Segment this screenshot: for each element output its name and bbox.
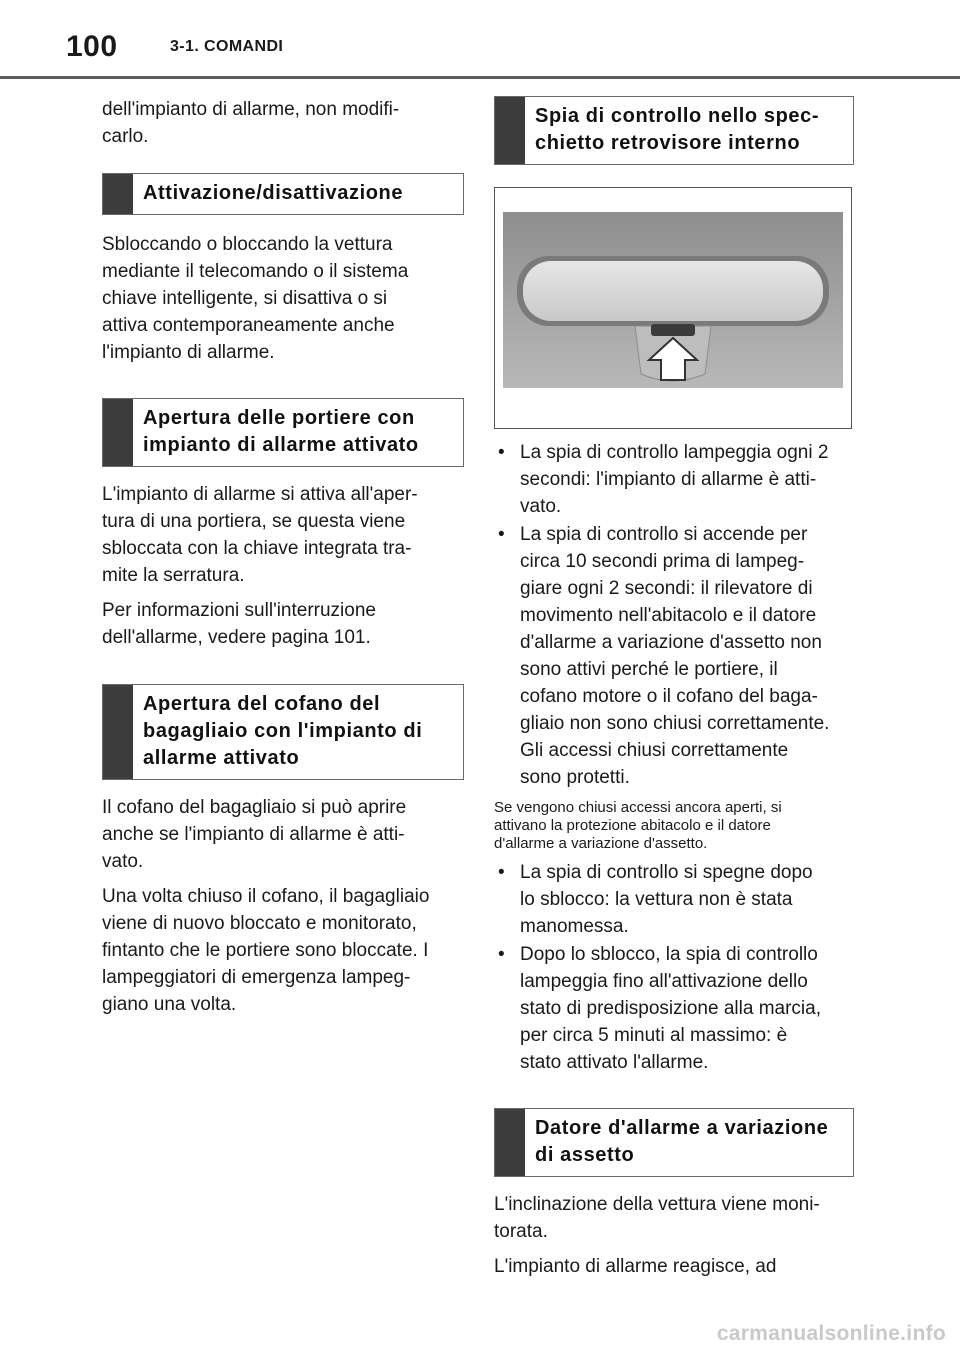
indicator-list-b: [494, 859, 854, 1076]
small-note: Se vengono chiusi accessi ancora aperti, si attivano la protezione abitacolo e il datore d'allarme a variazione d'assetto.: [494, 799, 782, 852]
header-divider: [0, 76, 960, 79]
paragraph-trunk-closed: Una volta chiuso il cofano, il bagagliaio viene di nuovo bloccato e monitorato, fintanto che le portiere sono bloccate. I lampeggiatori di emergenza lampeg- giano una volta.: [102, 886, 430, 1015]
heading-text: Attivazione/disattivazione: [143, 182, 404, 204]
heading-text: Apertura del cofano del bagagliaio con l'impianto di allarme attivato: [143, 693, 423, 769]
mirror-glass: [523, 261, 823, 321]
heading-bar: [103, 685, 133, 779]
paragraph-activation: Sbloccando o bloccando la vettura mediante il telecomando o il sistema chiave intelligente, si disattiva o si attiva contemporaneamente anche l'impianto di allarme.: [102, 234, 409, 363]
heading-bar: [495, 97, 525, 164]
right-column: [494, 96, 854, 1288]
watermark: carmanualsonline.info: [716, 1322, 946, 1345]
section-title: 3-1. COMANDI: [170, 38, 284, 55]
list-item: • La spia di controllo si spegne dopo lo sblocco: la vettura non è stata manomessa.: [498, 862, 813, 937]
heading-doors: [102, 398, 464, 467]
heading-text: Apertura delle portiere con impianto di allarme attivato: [143, 407, 419, 456]
indicator-light: [651, 324, 695, 336]
heading-activation: [102, 173, 464, 215]
paragraph-interruption: Per informazioni sull'interruzione dell'allarme, vedere pagina 101.: [102, 600, 376, 648]
heading-mirror-indicator: [494, 96, 854, 165]
list-item: • Dopo lo sblocco, la spia di controllo lampeggia fino all'attivazione dello stato di predisposizione alla marcia, per circa 5 minuti al massimo: è stato attivato l'allarme.: [498, 944, 821, 1073]
paragraph-tilt: L'inclinazione della vettura viene moni- torata.: [494, 1194, 820, 1242]
list-item: • La spia di controllo lampeggia ogni 2 secondi: l'impianto di allarme è atti- vato.: [498, 442, 829, 517]
list-item: • La spia di controllo si accende per circa 10 secondi prima di lampeg- giare ogni 2 secondi: il rilevatore di movimento nell'abitacolo e il datore d'allarme a variazione d'assetto non sono attivi perché le portiere, il cofano motore o il cofano del baga- gliaio non sono chiusi correttamente. Gli accessi chiusi correttamente sono protetti.: [498, 524, 830, 788]
page-number: 100: [66, 30, 118, 63]
page-header: [0, 0, 960, 80]
indicator-list-a: [494, 439, 854, 791]
heading-bar: [495, 1109, 525, 1176]
heading-text: Datore d'allarme a variazione di assetto: [535, 1117, 829, 1166]
paragraph-doors: L'impianto di allarme si attiva all'aper- tura di una portiera, se questa viene sbloccata con la chiave integrata tra- mite la serratura.: [102, 484, 418, 586]
paragraph-reaction: L'impianto di allarme reagisce, ad: [494, 1256, 777, 1277]
heading-bar: [103, 399, 133, 466]
heading-trunk: [102, 684, 464, 780]
mirror-illustration: [494, 187, 852, 429]
heading-tilt-sensor: [494, 1108, 854, 1177]
paragraph-trunk: Il cofano del bagagliaio si può aprire anche se l'impianto di allarme è atti- vato.: [102, 797, 407, 872]
left-column: [102, 96, 464, 1026]
intro-paragraph: dell'impianto di allarme, non modifi- carlo.: [102, 99, 400, 147]
rearview-mirror-image: [495, 188, 851, 428]
heading-text: Spia di controllo nello spec- chietto retrovisore interno: [535, 105, 820, 154]
heading-bar: [103, 174, 133, 214]
